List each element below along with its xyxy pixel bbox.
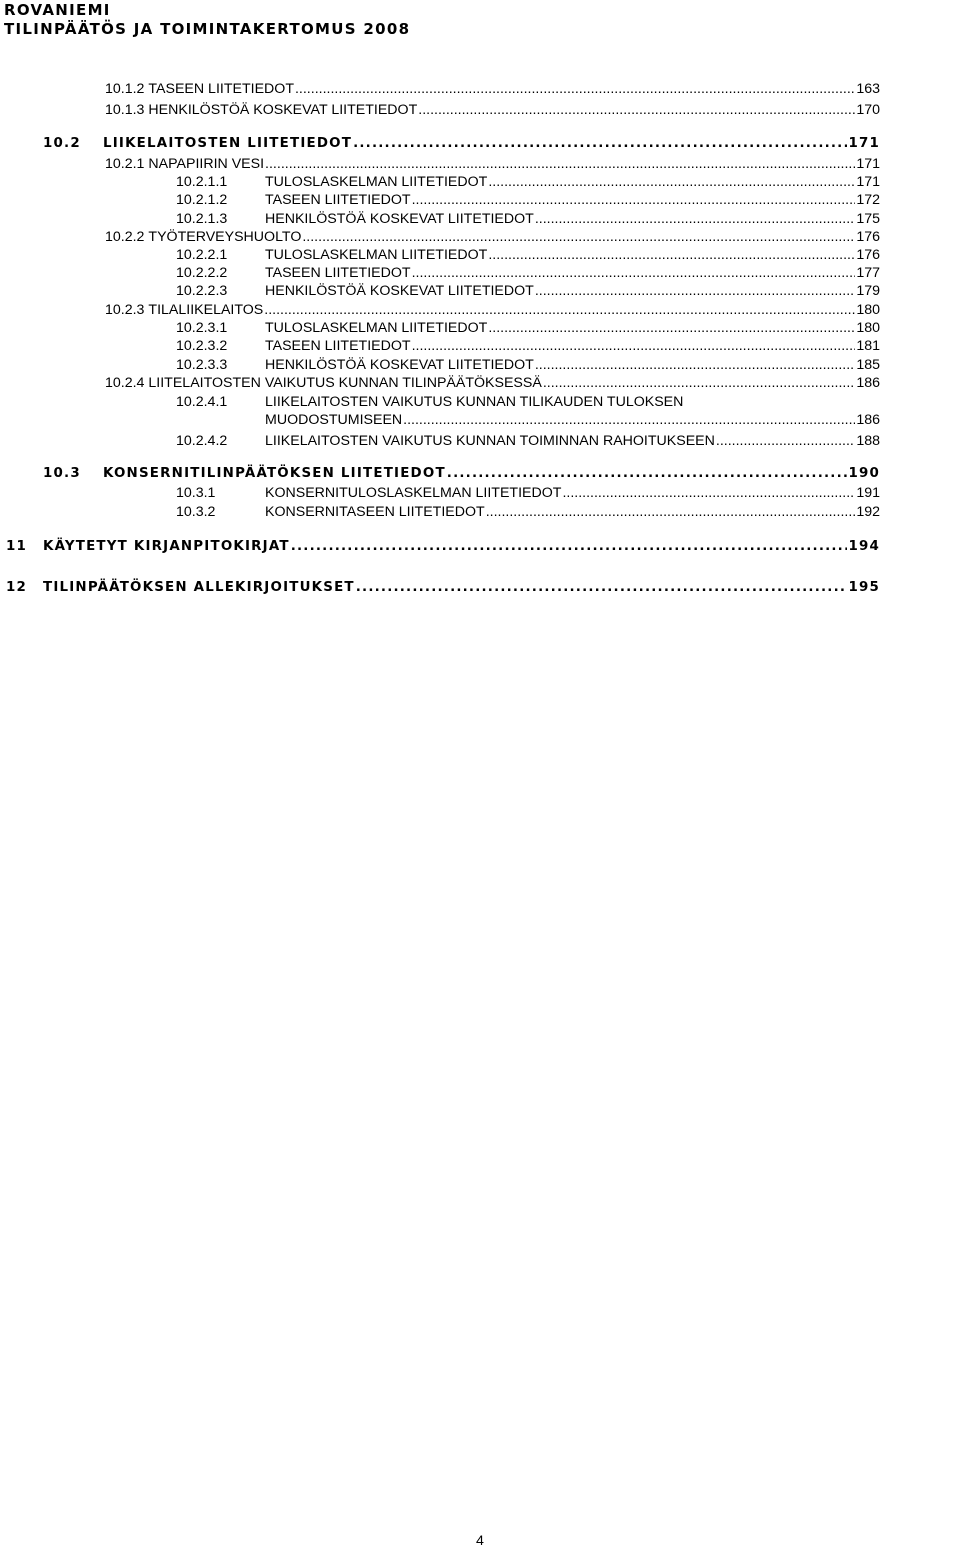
dot-leader [488, 319, 855, 337]
toc-entry-title: TASEEN LIITETIEDOT [265, 192, 411, 208]
toc-entry-page: 188 [856, 433, 880, 449]
dot-leader [447, 465, 848, 483]
dot-leader [535, 210, 855, 228]
toc-entry[interactable] [176, 319, 880, 337]
toc-entry-title: HENKILÖSTÖÄ KOSKEVAT LIITETIEDOT [148, 102, 418, 118]
dot-leader [356, 579, 848, 597]
toc-entry-page: 171 [848, 136, 880, 151]
toc-entry-page: 179 [856, 283, 880, 299]
toc-entry-page: 170 [856, 102, 880, 118]
toc-entry-page: 185 [856, 357, 880, 373]
toc-entry-page: 190 [848, 466, 880, 481]
dot-leader [543, 374, 856, 392]
toc-entry-title: KONSERNITULOSLASKELMAN LIITETIEDOT [265, 485, 562, 501]
toc-entry-page: 171 [856, 156, 880, 172]
toc-entry-number: 10.3 [43, 466, 81, 481]
dot-leader [412, 264, 856, 282]
toc-entry-number: 10.2.1 [105, 156, 145, 172]
toc-entry-page: 186 [856, 412, 880, 428]
toc-entry-number: 10.2.4 [105, 375, 145, 391]
toc-entry-number: 11 [6, 539, 28, 554]
toc-entry-multiline[interactable] [176, 393, 880, 429]
toc-entry-number: 10.2.4.2 [176, 433, 228, 449]
toc-entry-title: KÄYTETYT KIRJANPITOKIRJAT [43, 539, 290, 554]
toc-entry-title-continued: MUODOSTUMISEEN [265, 412, 403, 428]
dot-leader [353, 135, 847, 153]
toc-entry-title: KONSERNITASEEN LIITETIEDOT [265, 504, 485, 520]
toc-entry-page: 177 [856, 265, 880, 281]
toc-entry-number: 10.2.1.1 [176, 174, 228, 190]
dot-leader [403, 411, 855, 429]
toc-entry-page: 192 [856, 504, 880, 520]
toc-entry-number: 10.2.2 [105, 229, 145, 245]
toc-entry-number: 12 [6, 580, 28, 595]
toc-entry-page: 186 [856, 375, 880, 391]
dot-leader [291, 538, 848, 556]
toc-entry-page: 172 [856, 192, 880, 208]
toc-entry-page: 194 [848, 539, 880, 554]
toc-entry[interactable] [176, 191, 880, 209]
dot-leader [418, 101, 855, 119]
header-document-title: TILINPÄÄTÖS JA TOIMINTAKERTOMUS 2008 [4, 20, 411, 38]
toc-entry[interactable] [176, 503, 880, 521]
toc-entry[interactable] [105, 374, 880, 392]
toc-entry-number: 10.1.3 [105, 102, 145, 118]
toc-entry-number: 10.2.1.2 [176, 192, 228, 208]
toc-entry[interactable] [105, 101, 880, 119]
toc-entry-title: HENKILÖSTÖÄ KOSKEVAT LIITETIEDOT [265, 283, 534, 299]
toc-entry-page: 180 [856, 320, 880, 336]
toc-entry-title: TULOSLASKELMAN LIITETIEDOT [265, 174, 488, 190]
toc-entry-title: LIIKELAITOSTEN LIITETIEDOT [103, 136, 353, 151]
toc-entry-major[interactable] [43, 135, 880, 153]
toc-entry-title: LIIKELAITOSTEN VAIKUTUS KUNNAN TOIMINNAN RAHOITUKSEEN [265, 433, 715, 449]
toc-entry-title: TILALIIKELAITOS [148, 302, 264, 318]
toc-entry-page: 171 [856, 174, 880, 190]
toc-entry-title: TASEEN LIITETIEDOT [148, 81, 294, 97]
toc-entry-major[interactable] [43, 465, 880, 483]
toc-entry-title: HENKILÖSTÖÄ KOSKEVAT LIITETIEDOT [265, 357, 534, 373]
dot-leader [265, 155, 855, 173]
header-organization: ROVANIEMI [4, 1, 111, 19]
dot-leader [295, 80, 855, 98]
toc-entry-number: 10.2.2.1 [176, 247, 228, 263]
toc-entry-number: 10.2.3 [105, 302, 145, 318]
toc-entry-page: 163 [856, 81, 880, 97]
toc-entry[interactable] [176, 337, 880, 355]
dot-leader [562, 484, 855, 502]
toc-entry-page: 175 [856, 211, 880, 227]
toc-entry-number: 10.2.3.3 [176, 357, 228, 373]
toc-entry-number: 10.2.1.3 [176, 211, 228, 227]
toc-entry[interactable] [176, 264, 880, 282]
toc-entry-page: 195 [848, 580, 880, 595]
dot-leader [716, 432, 855, 450]
toc-entry[interactable] [105, 301, 880, 319]
dot-leader [264, 301, 855, 319]
dot-leader [412, 191, 856, 209]
toc-entry[interactable] [105, 155, 880, 173]
toc-entry-number: 10.2.4.1 [176, 394, 228, 410]
toc-entry-title: KONSERNITILINPÄÄTÖKSEN LIITETIEDOT [103, 466, 446, 481]
toc-entry-title: TILINPÄÄTÖKSEN ALLEKIRJOITUKSET [43, 580, 355, 595]
toc-entry-page: 181 [856, 338, 880, 354]
toc-entry-number: 10.2.3.1 [176, 320, 228, 336]
toc-entry-major[interactable] [6, 538, 880, 556]
dot-leader [412, 337, 856, 355]
toc-entry-number: 10.2.2.2 [176, 265, 228, 281]
toc-entry-page: 180 [856, 302, 880, 318]
dot-leader [302, 228, 855, 246]
toc-entry[interactable] [176, 282, 880, 300]
toc-entry[interactable] [176, 356, 880, 374]
toc-entry[interactable] [105, 80, 880, 98]
toc-entry-title: LIITELAITOSTEN VAIKUTUS KUNNAN TILINPÄÄTÖKSESSÄ [148, 375, 542, 391]
toc-entry-title: TULOSLASKELMAN LIITETIEDOT [265, 247, 488, 263]
toc-entry-title: HENKILÖSTÖÄ KOSKEVAT LIITETIEDOT [265, 211, 534, 227]
toc-entry-title: LIIKELAITOSTEN VAIKUTUS KUNNAN TILIKAUDEN TULOKSEN [265, 394, 684, 410]
toc-entry-number: 10.2 [43, 136, 81, 151]
dot-leader [535, 282, 855, 300]
toc-entry-number: 10.3.1 [176, 485, 216, 501]
toc-entry-title: TASEEN LIITETIEDOT [265, 265, 411, 281]
toc-entry[interactable] [176, 246, 880, 264]
toc-entry[interactable] [105, 228, 880, 246]
toc-entry-number: 10.3.2 [176, 504, 216, 520]
toc-entry-title: NAPAPIIRIN VESI [148, 156, 265, 172]
toc-entry-number: 10.2.2.3 [176, 283, 228, 299]
toc-entry[interactable] [176, 173, 880, 191]
page-number: 4 [476, 1533, 484, 1549]
toc-entry-major[interactable] [6, 579, 880, 597]
toc-entry-title: TULOSLASKELMAN LIITETIEDOT [265, 320, 488, 336]
toc-entry-number: 10.1.2 [105, 81, 145, 97]
toc-entry-page: 176 [856, 229, 880, 245]
dot-leader [488, 173, 855, 191]
toc-entry[interactable] [176, 210, 880, 228]
toc-entry[interactable] [176, 484, 880, 502]
dot-leader [486, 503, 856, 521]
toc-entry-title: TASEEN LIITETIEDOT [265, 338, 411, 354]
toc-entry-page: 191 [856, 485, 880, 501]
toc-entry-page: 176 [856, 247, 880, 263]
dot-leader [488, 246, 855, 264]
dot-leader [535, 356, 855, 374]
toc-entry[interactable] [176, 432, 880, 450]
toc-entry-number: 10.2.3.2 [176, 338, 228, 354]
toc-entry-title: TYÖTERVEYSHUOLTO [148, 229, 302, 245]
